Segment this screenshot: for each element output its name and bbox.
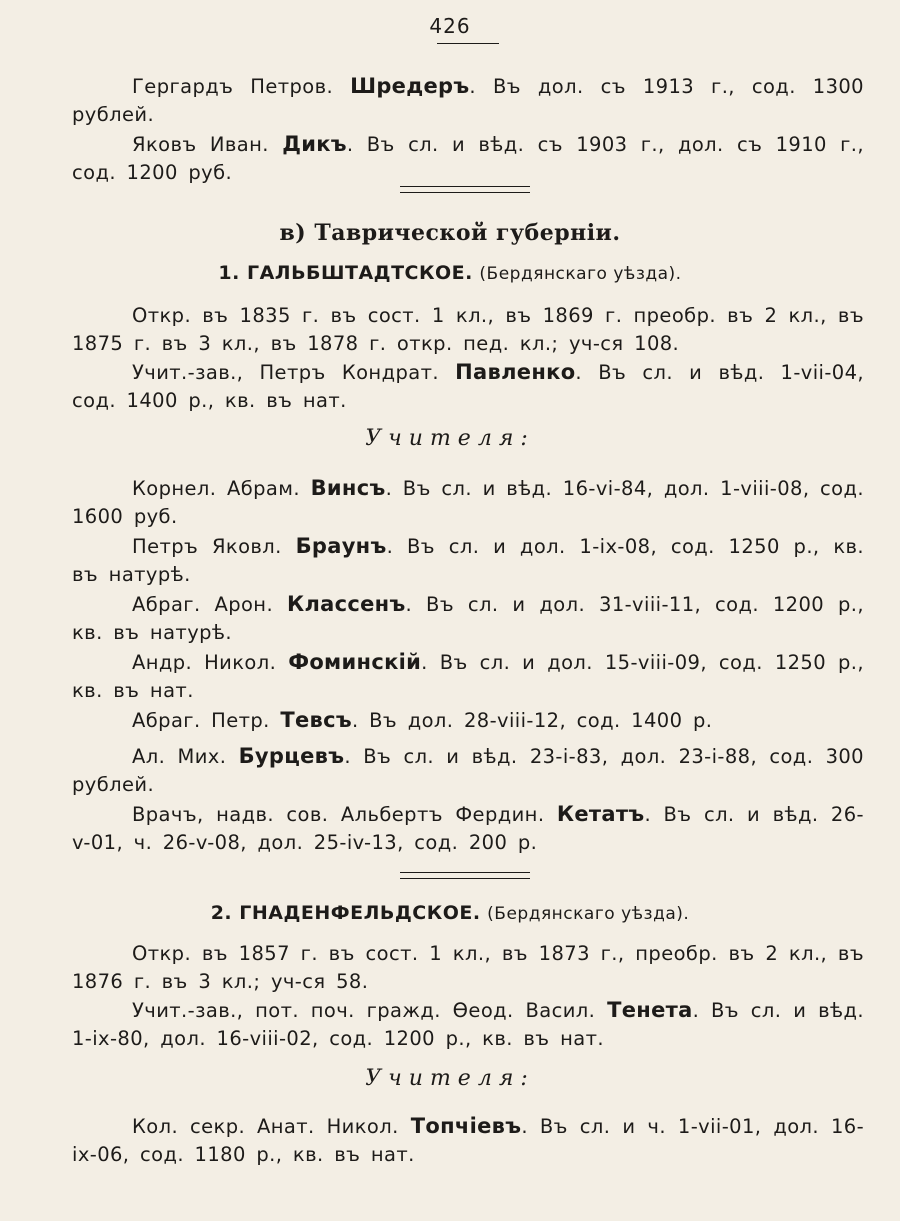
section-title: в) Таврической губерніи. [279,220,621,246]
school-heading [0,902,900,924]
school-district: (Бердянскаго уѣзда). [479,264,682,284]
entry-surname: Кетатъ [556,802,645,826]
doctor-entry [72,800,864,857]
teachers-heading: Учителя: [365,1066,535,1091]
page-number-underline [437,43,499,44]
entry-details: . Въ сл. и дол. 15-viii-09, сод. 1250 р., кв. въ нат. [72,651,864,702]
head-teacher-entry [72,996,864,1053]
entry-given-name: Гергардъ Петров. [132,75,334,98]
teacher-entry [72,590,864,647]
entry-given-name: Петръ Яковл. [132,535,282,558]
entry-surname: Шредеръ [350,74,470,98]
entry-details: . Въ сл. и дол. 31-viii-11, сод. 1200 р., кв. въ натурѣ. [72,593,864,644]
teacher-entry [72,706,864,735]
school-name: 1. ГАЛЬБШТАДТСКОЕ. [218,262,473,284]
entry-given-name: Корнел. Абрам. [132,477,300,500]
entry-given-name: Абраг. Арон. [132,593,274,616]
school-name: 2. ГНАДЕНФЕЛЬДСКОЕ. [210,902,481,924]
entry-surname: Топчіевъ [410,1114,522,1138]
entry-details: . Въ сл. и ч. 1-vii-01, дол. 16-ix-06, сод. 1180 р., кв. въ нат. [72,1115,865,1166]
entry-surname: Тевсъ [280,708,352,732]
section-divider [400,872,530,879]
entry-given-name: Ал. Мих. [132,745,227,768]
teacher-entry [72,532,864,589]
entry-surname: Дикъ [282,132,347,156]
school-heading [0,262,900,284]
teacher-entry [72,648,864,705]
entry-surname: Тенета [607,998,693,1022]
entry-surname: Винсъ [310,476,386,500]
teachers-heading: Учителя: [365,426,535,451]
entry-given-name: Кол. секр. Анат. Никол. [132,1115,399,1138]
entry-given-name: Врачъ, надв. сов. Альбертъ Фердин. [132,803,545,826]
teacher-entry [72,474,864,531]
school-district: (Бердянскаго уѣзда). [487,904,690,924]
entry-given-name: Учит.-зав., пот. поч. гражд. Ѳеод. Васил. [132,999,596,1022]
entry-surname: Бурцевъ [238,744,345,768]
school-history: Откр. въ 1857 г. въ сост. 1 кл., въ 1873 г., преобр. въ 2 кл., въ 1876 г. въ 3 кл.; уч-ся 58. [72,942,864,993]
page-number: 426 [429,14,471,38]
entry-details: . Въ дол. 28-viii-12, сод. 1400 р. [351,709,713,732]
teacher-entry [72,742,864,799]
entry-given-name: Абраг. Петр. [132,709,270,732]
entry-given-name: Учит.-зав., Петръ Кондрат. [132,361,439,384]
entry-details: . Въ сл. и вѣд. 1-ix-80, дол. 16-viii-02, сод. 1200 р., кв. въ нат. [72,999,864,1050]
entry-details: . Въ сл. и вѣд. 23-i-83, дол. 23-i-88, сод. 300 рублей. [72,745,864,796]
teacher-entry [72,1112,864,1169]
entry-details: . Въ сл. и вѣд. 26-v-01, ч. 26-v-08, дол. 25-iv-13, сод. 200 р. [72,803,864,854]
entry-surname: Фоминскій [288,650,422,674]
entry-details: . Въ сл. и вѣд. 16-vi-84, дол. 1-viii-08, сод. 1600 руб. [72,477,864,528]
section-divider [400,186,530,193]
entry-surname: Классенъ [286,592,406,616]
entry-given-name: Андр. Никол. [132,651,277,674]
entry-details: . Въ сл. и дол. 1-ix-08, сод. 1250 р., кв. въ натурѣ. [72,535,864,586]
entry-shreder [72,72,864,129]
head-teacher-entry [72,358,864,415]
entry-details: . Въ сл. и вѣд. 1-vii-04, сод. 1400 р., кв. въ нат. [72,361,864,412]
entry-surname: Браунъ [295,534,387,558]
school-history: Откр. въ 1835 г. въ сост. 1 кл., въ 1869 г. преобр. въ 2 кл., въ 1875 г. въ 3 кл., въ 1878 г. откр. пед. кл.; уч-ся 108. [72,304,864,355]
entry-details: . Въ сл. и вѣд. съ 1903 г., дол. съ 1910 г., сод. 1200 руб. [72,133,864,184]
entry-surname: Павленко [455,360,576,384]
entry-details: . Въ дол. съ 1913 г., сод. 1300 рублей. [72,75,864,126]
entry-given-name: Яковъ Иван. [132,133,269,156]
entry-dik [72,130,864,187]
